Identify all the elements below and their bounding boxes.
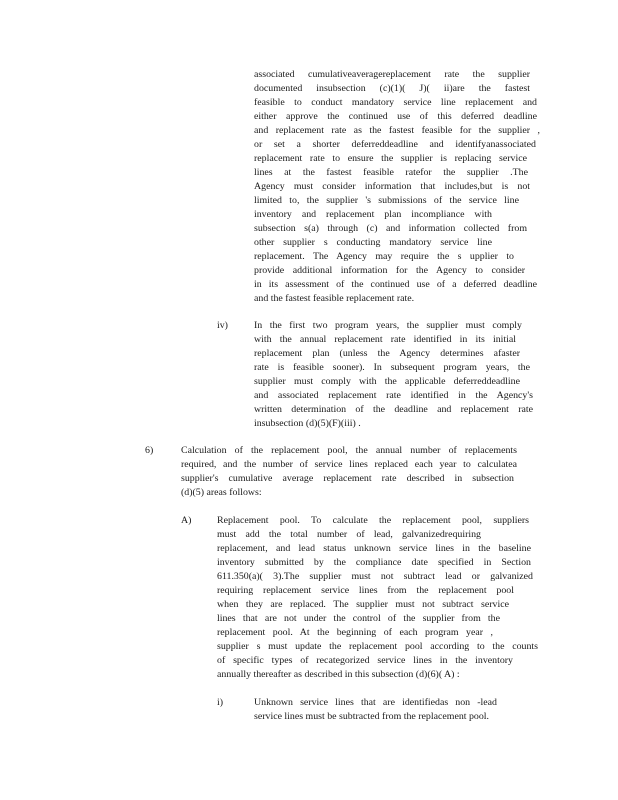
text-line: replacement pool. At the beginning of each program year , (217, 627, 493, 638)
text-line: In the first two program years, the supplier must comply (254, 320, 522, 331)
text-line: either approve the continued use of this deferred deadline (254, 111, 537, 122)
text-line: requiring replacement service lines from the replacement pool (217, 585, 514, 596)
list-marker: iv) (217, 320, 228, 331)
text-line: written determination of the deadline and replacement rate (254, 404, 533, 415)
text-line: supplier s must update the replacement pool according to the counts (217, 641, 538, 652)
text-line: must add the total number of lead, galvanizedrequiring (217, 529, 481, 540)
text-line: subsection s(a) through (c) and information collected from (254, 223, 527, 234)
text-line: Agency must consider information that includes,but is not (254, 181, 530, 192)
text-line: inventory and replacement plan incompliance with (254, 209, 492, 220)
text-line: limited to, the supplier 's submissions of the service line (254, 195, 519, 206)
text-line: and the fastest feasible replacement rate. (254, 293, 415, 304)
text-line: and replacement rate as the fastest feasible for the supplier , (254, 125, 540, 136)
text-line: service lines must be subtracted from the replacement pool. (254, 711, 489, 722)
text-line: with the annual replacement rate identified in its initial (254, 334, 516, 345)
text-line: documented insubsection (c)(1)( J)( ii)are the fastest (254, 83, 530, 94)
text-line: in its assessment of the continued use of a deferred deadline (254, 279, 537, 290)
text-line: replacement, and lead status unknown service lines in the baseline (217, 543, 531, 554)
text-line: or set a shorter deferreddeadline and identifyanassociated (254, 139, 536, 150)
text-line: replacement rate to ensure the supplier is replacing service (254, 153, 527, 164)
text-line: when they are replaced. The supplier must not subtract service (217, 599, 509, 610)
text-line: provide additional information for the Agency to consider (254, 265, 525, 276)
text-line: supplier's cumulative average replacement rate described in subsection (181, 473, 514, 484)
text-line: and associated replacement rate identified in the Agency's (254, 390, 533, 401)
text-line: lines at the fastest feasible ratefor the supplier .The (254, 167, 528, 178)
list-marker: A) (181, 515, 192, 526)
text-line: supplier must comply with the applicable deferreddeadline (254, 376, 520, 387)
text-line: Unknown service lines that are identifiedas non -lead (254, 697, 497, 708)
text-line: replacement. The Agency may require the s upplier to (254, 251, 514, 262)
text-line: other supplier s conducting mandatory service line (254, 237, 492, 248)
text-line: annually thereafter as described in this subsection (d)(6)( A) : (217, 669, 460, 680)
text-line: lines that are not under the control of the supplier from the (217, 613, 500, 624)
text-line: Replacement pool. To calculate the replacement pool, suppliers (217, 515, 529, 526)
text-line: Calculation of the replacement pool, the annual number of replacements (181, 445, 517, 456)
list-marker: i) (217, 697, 224, 708)
text-line: of specific types of recategorized service lines in the inventory (217, 655, 513, 666)
list-marker: 6) (145, 445, 154, 456)
text-line: (d)(5) areas follows: (181, 487, 262, 498)
text-line: replacement plan (unless the Agency determines afaster (254, 348, 520, 359)
text-line: required, and the number of service lines replaced each year to calculatea (181, 459, 517, 470)
text-line: rate is feasible sooner). In subsequent program years, the (254, 362, 530, 373)
text-line: 611.350(a)( 3).The supplier must not subtract lead or galvanized (217, 571, 533, 582)
text-line: associated cumulativeaveragereplacement rate the supplier (254, 69, 530, 80)
text-line: inventory submitted by the compliance date specified in Section (217, 557, 531, 568)
text-line: feasible to conduct mandatory service line replacement and (254, 97, 537, 108)
text-line: insubsection (d)(5)(F)(iii) . (254, 418, 361, 429)
